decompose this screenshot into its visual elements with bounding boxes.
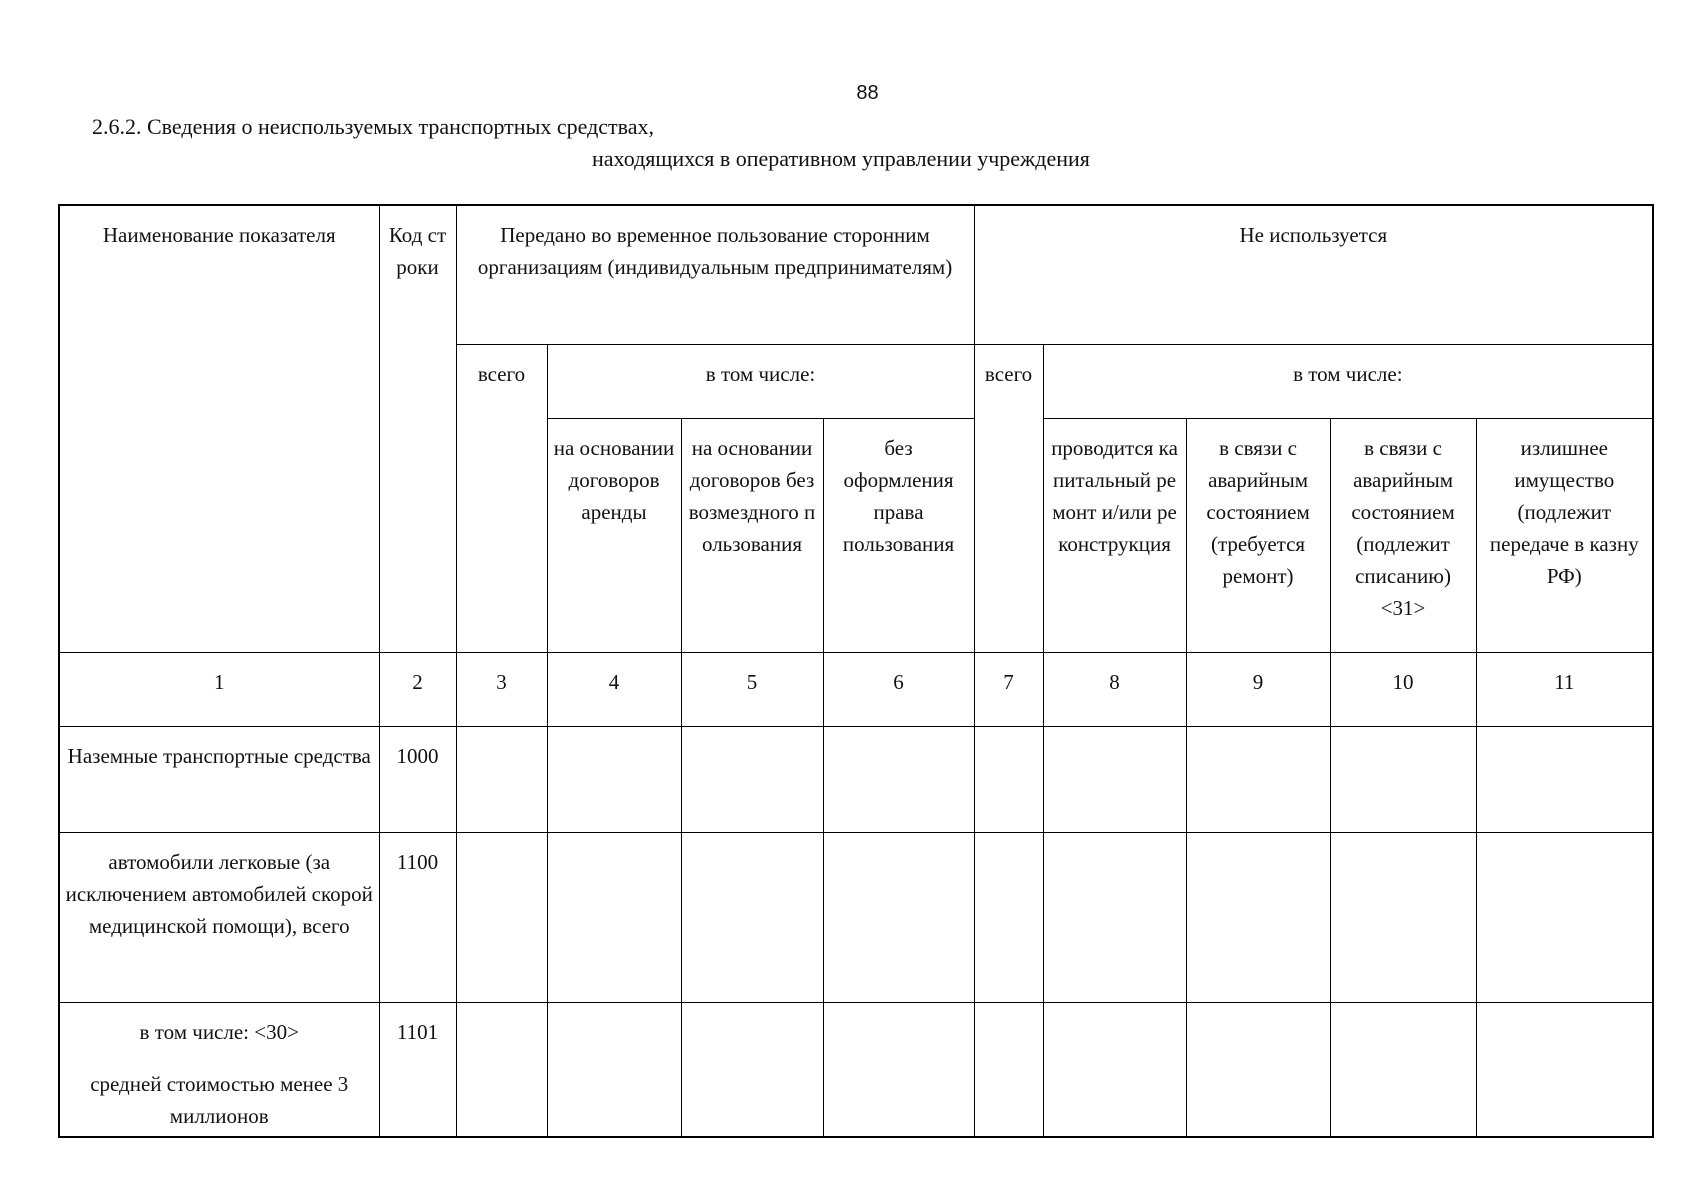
data-cell bbox=[974, 1002, 1043, 1137]
header-unused-group: Не используется bbox=[974, 205, 1653, 344]
section-title: 2.6.2. Сведения о неиспользуемых транспортных средствах, bbox=[92, 114, 655, 139]
row-code: 1100 bbox=[379, 832, 456, 1002]
column-number: 7 bbox=[974, 652, 1043, 726]
data-cell bbox=[681, 1002, 823, 1137]
data-cell bbox=[1043, 832, 1186, 1002]
column-number: 4 bbox=[547, 652, 681, 726]
header-free-use: на основании договоров безвозмездного пользования bbox=[681, 418, 823, 652]
data-cell bbox=[1330, 832, 1476, 1002]
column-number: 1 bbox=[59, 652, 379, 726]
data-cell bbox=[1186, 832, 1330, 1002]
column-number: 10 bbox=[1330, 652, 1476, 726]
data-cell bbox=[681, 726, 823, 832]
row-code: 1101 bbox=[379, 1002, 456, 1137]
data-cell bbox=[1330, 726, 1476, 832]
table-row bbox=[59, 1002, 1653, 1137]
column-number: 6 bbox=[823, 652, 974, 726]
header-no-rights: без оформления права пользования bbox=[823, 418, 974, 652]
header-capital-repair: проводится капитальный ремонт и/или реконструкция bbox=[1043, 418, 1186, 652]
column-number: 3 bbox=[456, 652, 547, 726]
header-lease: на основании договоров аренды bbox=[547, 418, 681, 652]
row-name: Наземные транспортные средства bbox=[59, 726, 379, 832]
row-name bbox=[59, 1002, 379, 1137]
header-emergency-writeoff: в связи с аварийным состоянием (подлежит списанию) <31> bbox=[1330, 418, 1476, 652]
data-cell bbox=[681, 832, 823, 1002]
header-unused-including: в том числе: bbox=[1043, 344, 1653, 418]
header-transferred-group: Передано во временное пользование сторонним организациям (индивидуальным предпринимателям) bbox=[456, 205, 974, 344]
transport-table bbox=[58, 204, 1654, 1138]
header-transferred-total: всего bbox=[456, 344, 547, 652]
data-cell bbox=[547, 1002, 681, 1137]
data-cell bbox=[456, 726, 547, 832]
header-surplus: излишнее имущество (подлежит передаче в казну РФ) bbox=[1476, 418, 1653, 652]
data-cell bbox=[823, 1002, 974, 1137]
data-cell bbox=[974, 726, 1043, 832]
data-cell bbox=[1043, 1002, 1186, 1137]
data-cell bbox=[823, 726, 974, 832]
data-cell bbox=[1476, 832, 1653, 1002]
header-emergency-repair: в связи с аварийным состоянием (требуется ремонт) bbox=[1186, 418, 1330, 652]
row-name-prefix: в том числе: <30> bbox=[139, 1019, 299, 1044]
data-cell bbox=[456, 832, 547, 1002]
data-cell bbox=[1043, 726, 1186, 832]
column-number: 8 bbox=[1043, 652, 1186, 726]
data-cell bbox=[1186, 1002, 1330, 1137]
section-title-continuation: находящихся в оперативном управлении учреждения bbox=[592, 146, 1090, 171]
data-cell bbox=[823, 832, 974, 1002]
column-number: 11 bbox=[1476, 652, 1653, 726]
column-number: 9 bbox=[1186, 652, 1330, 726]
row-name: автомобили легковые (за исключением автомобилей скорой медицинской помощи), всего bbox=[59, 832, 379, 1002]
data-cell bbox=[547, 726, 681, 832]
header-code: Код строки bbox=[379, 205, 456, 652]
row-code: 1000 bbox=[379, 726, 456, 832]
header-unused-total: всего bbox=[974, 344, 1043, 652]
column-number: 5 bbox=[681, 652, 823, 726]
header-name: Наименование показателя bbox=[59, 205, 379, 652]
column-number: 2 bbox=[379, 652, 456, 726]
data-cell bbox=[1476, 1002, 1653, 1137]
page-number: 88 bbox=[856, 82, 879, 104]
data-cell bbox=[974, 832, 1043, 1002]
table-row bbox=[59, 726, 1653, 832]
row-name-detail: средней стоимостью менее 3 миллионов bbox=[90, 1071, 349, 1128]
data-cell bbox=[1476, 726, 1653, 832]
header-transferred-including: в том числе: bbox=[547, 344, 974, 418]
data-cell bbox=[1186, 726, 1330, 832]
table-row bbox=[59, 832, 1653, 1002]
data-cell bbox=[1330, 1002, 1476, 1137]
data-cell bbox=[456, 1002, 547, 1137]
data-cell bbox=[547, 832, 681, 1002]
